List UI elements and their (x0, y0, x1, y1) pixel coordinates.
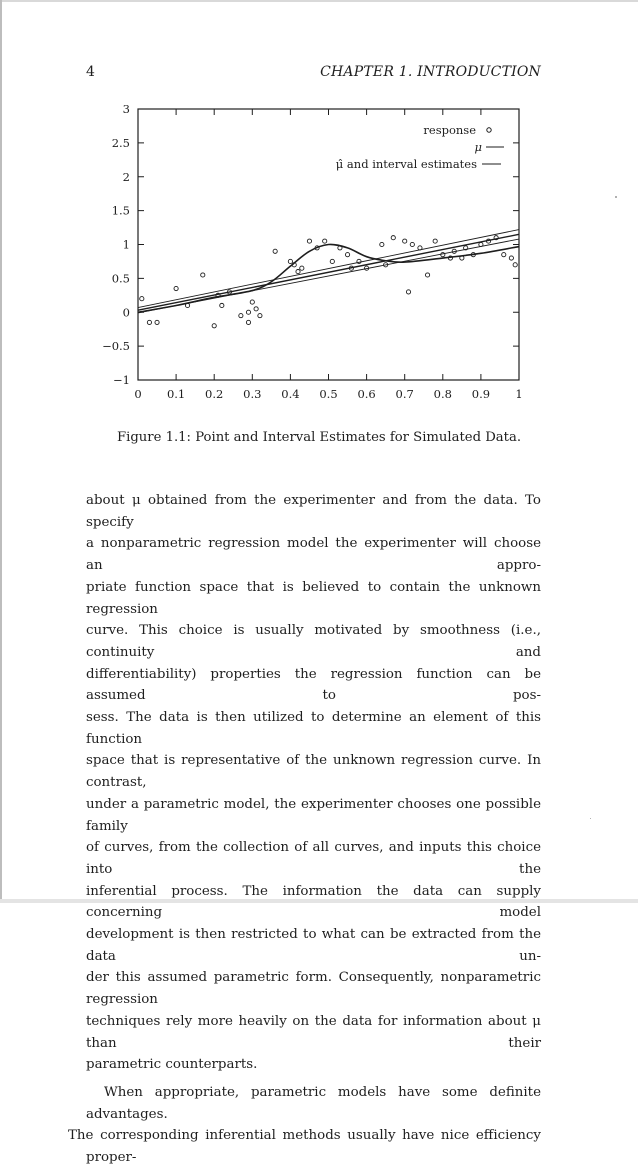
data-point (258, 314, 262, 318)
text-line: development is then restricted to what can be extracted from the data un- (86, 927, 541, 964)
text-line: When appropriate, parametric models have some definite advantages. (86, 1084, 541, 1122)
page-edge-top (0, 0, 638, 2)
data-point (425, 273, 429, 277)
data-point (174, 286, 178, 290)
text-line: der this assumed parametric form. Consequently, nonparametric regression (86, 970, 541, 1008)
data-point (406, 290, 410, 294)
chart-legend (336, 123, 504, 171)
data-point (479, 242, 483, 246)
data-point (403, 239, 407, 243)
running-header (86, 64, 541, 84)
legend-entry-response: response (423, 123, 476, 137)
data-point (246, 310, 250, 314)
interval-line (138, 239, 519, 313)
y-tick-label: −0.5 (102, 339, 130, 354)
text-line: techniques rely more heavily on the data for information about μ than their (86, 1013, 541, 1051)
y-tick-label: 0.5 (111, 271, 130, 286)
x-tick-label: 0.8 (433, 387, 452, 401)
data-point (307, 239, 311, 243)
data-point (391, 236, 395, 240)
y-tick-label: 1.5 (111, 203, 130, 218)
text-line: about μ obtained from the experimenter and from the data. To specify (86, 493, 541, 530)
data-point (300, 266, 304, 270)
paragraph-1 (86, 490, 541, 1076)
data-point (513, 263, 517, 267)
text-line: sess. The data is then utilized to determine an element of this function (86, 710, 541, 747)
data-point (418, 246, 422, 250)
data-point (330, 259, 334, 263)
data-point (273, 249, 277, 253)
data-point (502, 253, 506, 257)
x-tick-label: 0.6 (357, 387, 376, 401)
legend-entry-muhat: μ̂ and interval estimates (335, 157, 477, 171)
x-tick-label: 0.7 (395, 387, 414, 401)
data-point (147, 320, 151, 324)
data-point (441, 253, 445, 257)
text-line: inferential process. The information the data can supply concerning model (86, 883, 541, 921)
data-point (296, 270, 300, 274)
data-point (288, 259, 292, 263)
body-text (68, 490, 541, 1169)
paragraph-2 (68, 1082, 541, 1169)
x-tick-label: 0.2 (205, 387, 224, 401)
text-line: space that is representative of the unknown regression curve. In contrast, (86, 753, 541, 791)
page-number: 4 (86, 64, 95, 80)
text-line: differentiability) properties the regression function can be assumed to pos- (86, 666, 541, 704)
text-line: a nonparametric regression model the experimenter will choose an appro- (86, 536, 541, 574)
data-point (220, 303, 224, 307)
text-line: The corresponding inferential methods usually have nice efficiency proper- (68, 1128, 541, 1166)
x-tick-label: 0.4 (281, 387, 300, 401)
chapter-title: CHAPTER 1. INTRODUCTION (320, 64, 541, 80)
text-line: of curves, from the collection of all curves, and inputs this choice into the (86, 840, 541, 877)
scan-speck (615, 196, 617, 198)
interval-line (138, 230, 519, 308)
estimate-line (138, 234, 519, 310)
x-tick-label: 0.5 (319, 387, 338, 401)
data-point (509, 256, 513, 260)
data-point (380, 242, 384, 246)
x-tick-label: 0.1 (166, 387, 186, 401)
legend-marker-response (487, 128, 491, 132)
data-point (250, 300, 254, 304)
y-tick-label: 3 (122, 102, 130, 116)
data-point (357, 259, 361, 263)
x-tick-label: 0 (134, 387, 142, 401)
figure-caption: Figure 1.1: Point and Interval Estimates for Simulated Data. (116, 430, 522, 445)
data-point (201, 273, 205, 277)
y-tick-label: 2 (122, 169, 130, 184)
text-line: under a parametric model, the experimenter chooses one possible family (86, 796, 541, 834)
text-line: priate function space that is believed to contain the unknown regression (86, 579, 541, 617)
data-point (410, 242, 414, 246)
data-point (185, 303, 189, 307)
text-line: parametric counterparts. (86, 1057, 258, 1073)
y-tick-label: −1 (113, 373, 130, 387)
page-edge-left (0, 0, 2, 903)
y-tick-label: 0 (122, 305, 130, 320)
y-tick-label: 2.5 (111, 135, 130, 150)
x-tick-label: 1 (515, 387, 523, 401)
figure-plot (100, 96, 540, 416)
data-point (140, 297, 144, 301)
scan-speck (590, 818, 591, 819)
data-point (433, 239, 437, 243)
data-point (246, 320, 250, 324)
legend-entry-mu: μ (474, 140, 482, 154)
text-line: curve. This choice is usually motivated by smoothness (i.e., continuity and (86, 623, 541, 660)
x-tick-label: 0.3 (243, 387, 262, 401)
y-tick-label: 1 (122, 237, 130, 252)
data-point (239, 314, 243, 318)
data-point (345, 253, 349, 257)
data-point (254, 307, 258, 311)
data-point (323, 239, 327, 243)
x-tick-label: 0.9 (471, 387, 491, 401)
data-point (155, 320, 159, 324)
data-point (212, 324, 216, 328)
